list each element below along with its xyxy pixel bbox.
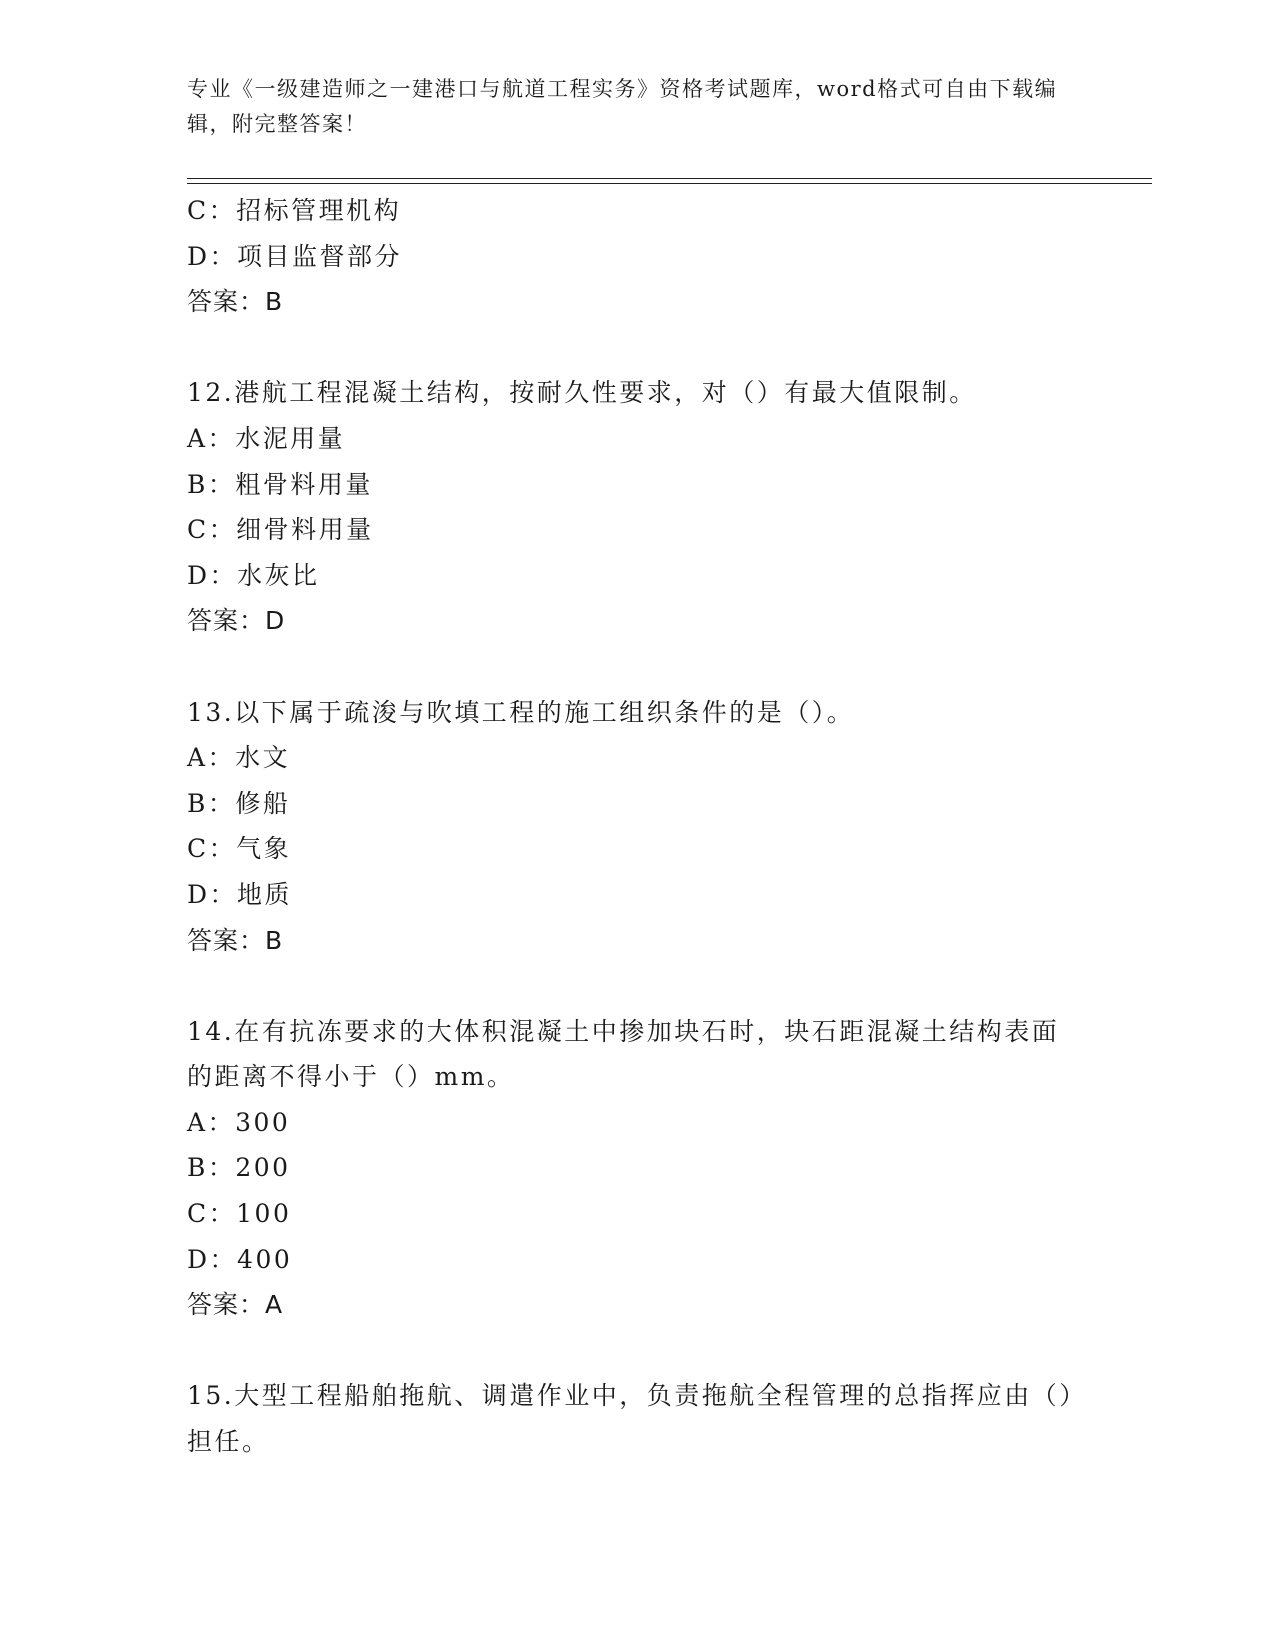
option-d: D：水灰比: [187, 560, 320, 590]
option-a: A：300: [187, 1107, 291, 1137]
question-block-partial: [187, 188, 1087, 325]
answer-line: 答案：B: [187, 925, 284, 955]
option-d: D：地质: [187, 879, 293, 909]
answer-line: 答案：B: [187, 287, 284, 317]
question-block-14: [187, 1009, 1087, 1328]
question-block-13: [187, 690, 1087, 964]
option-b: B：粗骨料用量: [187, 469, 373, 499]
answer-line: 答案：D: [187, 606, 286, 636]
option-a: A：水泥用量: [187, 423, 346, 453]
option-c: C：招标管理机构: [187, 196, 402, 225]
question-list: [187, 188, 1087, 1465]
answer-line: 答案：A: [187, 1290, 284, 1320]
option-d: D：400: [187, 1244, 293, 1274]
option-b: B：200: [187, 1153, 291, 1183]
option-b: B：修船: [187, 788, 291, 818]
question-text: 14.在有抗冻要求的大体积混凝土中掺加块石时，块石距混凝土结构表面的距离不得小于（）mm。: [187, 1016, 1060, 1092]
page-header: 专业《一级建造师之一建港口与航道工程实务》资格考试题库，word格式可自由下载编辑，附完整答案！: [187, 77, 1058, 136]
option-a: A：水文: [187, 743, 291, 773]
question-text: 15.大型工程船舶拖航、调遣作业中，负责拖航全程管理的总指挥应由（）担任。: [187, 1381, 1075, 1457]
option-d: D：项目监督部分: [187, 241, 403, 271]
option-c: C：气象: [187, 834, 292, 864]
question-text: 12.港航工程混凝土结构，按耐久性要求，对（）有最大值限制。: [187, 378, 977, 408]
question-text: 13.以下属于疏浚与吹填工程的施工组织条件的是（）。: [187, 697, 855, 727]
option-c: C：细骨料用量: [187, 515, 374, 545]
question-block-15: [187, 1373, 1087, 1464]
header-divider: [187, 178, 1152, 184]
question-block-12: [187, 370, 1087, 644]
option-c: C：100: [187, 1199, 292, 1229]
